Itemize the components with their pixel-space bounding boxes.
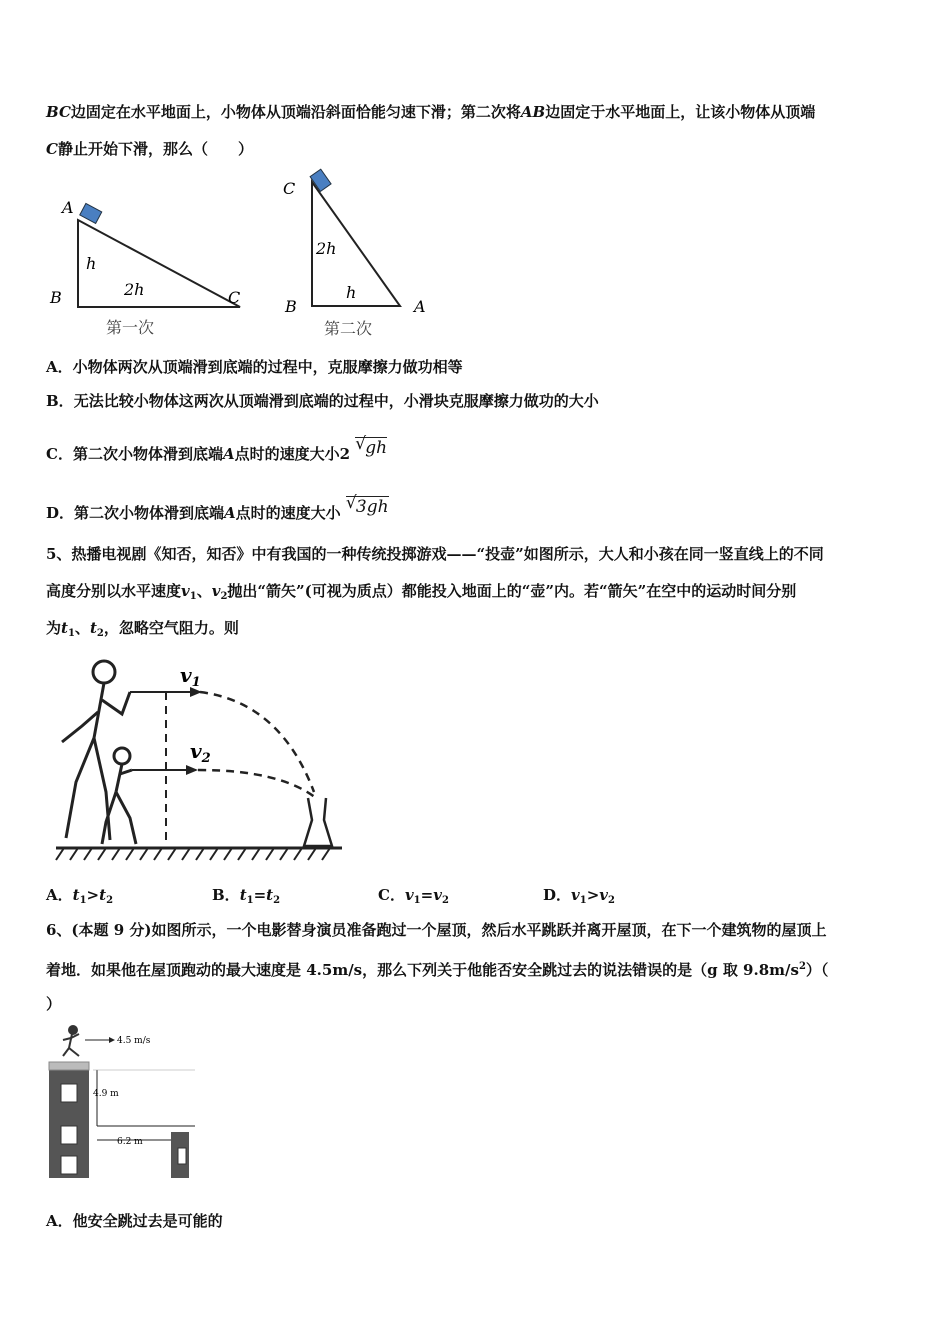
trajectory-2 [198, 770, 316, 798]
q6-option-a[interactable]: A．他安全跳过去是可能的 [46, 1212, 223, 1230]
q6-stem-line3: ） [46, 995, 62, 1013]
window-3 [61, 1156, 77, 1174]
trajectory-1 [200, 692, 314, 792]
left-roof [49, 1062, 89, 1070]
label-A1: A [62, 198, 74, 217]
distance-label: 6.2 m [117, 1137, 143, 1147]
q6-stem-line2: 着地．如果他在屋顶跑动的最大速度是 4.5m/s，那么下列关于他能否安全跳过去的说法错误的是（g 取 $9.8m/s^2$）（ [46, 961, 829, 979]
caption-second: 第二次 [324, 319, 373, 338]
label-2h1: 2h [124, 280, 145, 299]
q5-option-b[interactable]: B．$t_1=t_2$ [212, 886, 281, 906]
speed-label: 4.5 m/s [117, 1036, 151, 1046]
q4-option-c[interactable]: C．第二次小物体滑到底端A点时的速度大小2 √ gh [46, 434, 388, 463]
speed-arrowhead [109, 1037, 115, 1043]
q5-option-d[interactable]: D．$v_1>v_2$ [543, 886, 615, 906]
q4-option-d[interactable]: D．第二次小物体滑到底端A点时的速度大小 √ 3gh [46, 493, 389, 522]
block-first [80, 203, 102, 223]
caption-first: 第一次 [106, 318, 155, 337]
q5-stem-line3: 为$t_1$、$t_2$，忽略空气阻力。则 [46, 619, 239, 639]
right-window [178, 1148, 186, 1164]
label-B2: B [285, 297, 297, 316]
q5-stem-line1: 5、热播电视剧《知否，知否》中有我国的一种传统投掷游戏——“投壶”如图所示，大人和小孩在同一竖直线上的不同 [46, 545, 824, 563]
block-second [310, 169, 331, 191]
sqrt-3gh: √ 3gh [345, 493, 389, 517]
label-A2: A [414, 297, 426, 316]
pot [304, 798, 332, 846]
q5-stem-line2: 高度分别以水平速度$v_1$、$v_2$抛出“箭矢”(可视为质点）都能投入地面上的“壶”内。若“箭矢”在空中的运动时间分别 [46, 582, 797, 602]
q5-option-a[interactable]: A．$t_1>t_2$ [46, 886, 114, 906]
window-2 [61, 1126, 77, 1144]
adult-figure [62, 661, 130, 840]
q4-option-b[interactable]: B．无法比较小物体这两次从顶端滑到底端的过程中，小滑块克服摩擦力做功的大小 [46, 392, 599, 410]
label-C2: C [283, 179, 296, 198]
label-2h2: 2h [316, 239, 337, 258]
q5-figure [50, 652, 350, 874]
q4-stem-line1: BC边固定在水平地面上，小物体从顶端沿斜面恰能匀速下滑；第二次将AB边固定于水平地面上，让该小物体从顶端 [46, 103, 816, 121]
q5-option-c[interactable]: C．$v_1=v_2$ [378, 886, 449, 906]
label-h2: h [346, 283, 357, 302]
window-1 [61, 1084, 77, 1102]
sqrt-gh: √ gh [355, 434, 388, 458]
label-B1: B [50, 288, 62, 307]
label-h1: h [86, 254, 97, 273]
q4-figure-second [280, 170, 440, 345]
ground-hatch [56, 848, 330, 860]
triangle-first [78, 220, 240, 307]
q4-option-a[interactable]: A．小物体两次从顶端滑到底端的过程中，克服摩擦力做功相等 [46, 358, 463, 376]
label-C1: C [228, 288, 241, 307]
q6-figure [45, 1022, 195, 1180]
runner-icon [63, 1026, 79, 1056]
label-v2: $v_2$ [190, 739, 211, 766]
q6-stem-line1: 6、(本题 9 分)如图所示，一个电影替身演员准备跑过一个屋顶，然后水平跳跃并离开屋顶，在下一个建筑物的屋顶上 [46, 921, 827, 939]
label-v1: $v_1$ [180, 663, 201, 690]
q4-figure-first [40, 195, 260, 345]
v2-arrowhead [186, 765, 198, 775]
q4-stem-line2: C静止开始下滑，那么（ ） [46, 140, 253, 158]
height-label: 4.9 m [93, 1089, 119, 1099]
